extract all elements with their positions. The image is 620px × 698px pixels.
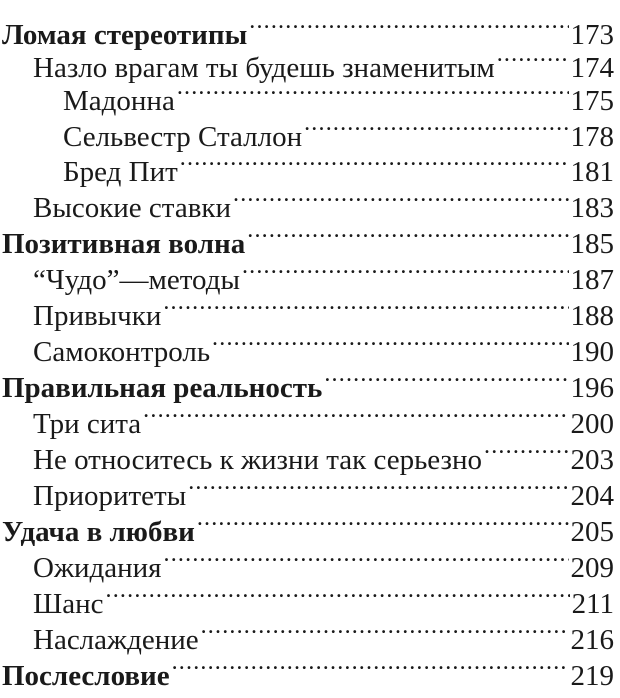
toc-entry-page-number: 175 <box>570 85 614 117</box>
toc-entry-page-number: 196 <box>570 372 614 404</box>
toc-entry-page-number: 174 <box>570 52 614 84</box>
toc-entry-title: Послесловие <box>2 660 170 692</box>
toc-entry-title: “Чудо”—методы <box>33 264 240 296</box>
toc-entry-page-number: 203 <box>570 444 614 476</box>
toc-entry-page-number: 219 <box>570 660 614 692</box>
toc-entry-title: Приоритеты <box>33 480 187 512</box>
toc-entry-page-number: 205 <box>570 516 614 548</box>
toc-entry-page-number: 211 <box>571 588 614 620</box>
toc-entry-page-number: 204 <box>570 480 614 512</box>
toc-entry-page-number: 173 <box>570 19 614 51</box>
toc-entry-title: Мадонна <box>63 85 175 117</box>
dot-leader <box>172 641 569 685</box>
toc-entry-page-number: 209 <box>570 552 614 584</box>
toc-entry-title: Ожидания <box>33 552 162 584</box>
toc-entry-page-number: 187 <box>570 264 614 296</box>
toc-entry-title: Не относитесь к жизни так серьезно <box>33 444 483 476</box>
toc-entry-title: Наслаждение <box>33 624 199 656</box>
toc-entry-title: Три сита <box>33 408 142 440</box>
toc-entry-page-number: 200 <box>570 408 614 440</box>
toc-entry-title: Сельвестр Сталлон <box>63 121 303 153</box>
toc-entry-title: Шанс <box>33 588 104 620</box>
toc-entry-page-number: 190 <box>570 336 614 368</box>
toc-entry-page-number: 183 <box>570 192 614 224</box>
toc-entry-title: Привычки <box>33 300 162 332</box>
toc-entry[interactable] <box>2 641 614 692</box>
toc-entry-title: Позитивная волна <box>2 228 246 260</box>
toc-entry-page-number: 181 <box>570 156 614 188</box>
toc-entry-page-number: 178 <box>570 121 614 153</box>
toc-entry-title: Правильная реальность <box>2 372 323 404</box>
toc-entry-page-number: 188 <box>570 300 614 332</box>
toc-entry-title: Назло врагам ты будешь знаменитым <box>33 52 495 84</box>
toc-entry-title: Самоконтроль <box>33 336 211 368</box>
toc-entry-title: Удача в любви <box>2 516 195 548</box>
toc-entry-title: Ломая стереотипы <box>2 19 248 51</box>
toc-entry-title: Высокие ставки <box>33 192 232 224</box>
toc-entry-page-number: 216 <box>570 624 614 656</box>
toc-entry-title: Бред Пит <box>63 156 178 188</box>
toc-entry-page-number: 185 <box>570 228 614 260</box>
